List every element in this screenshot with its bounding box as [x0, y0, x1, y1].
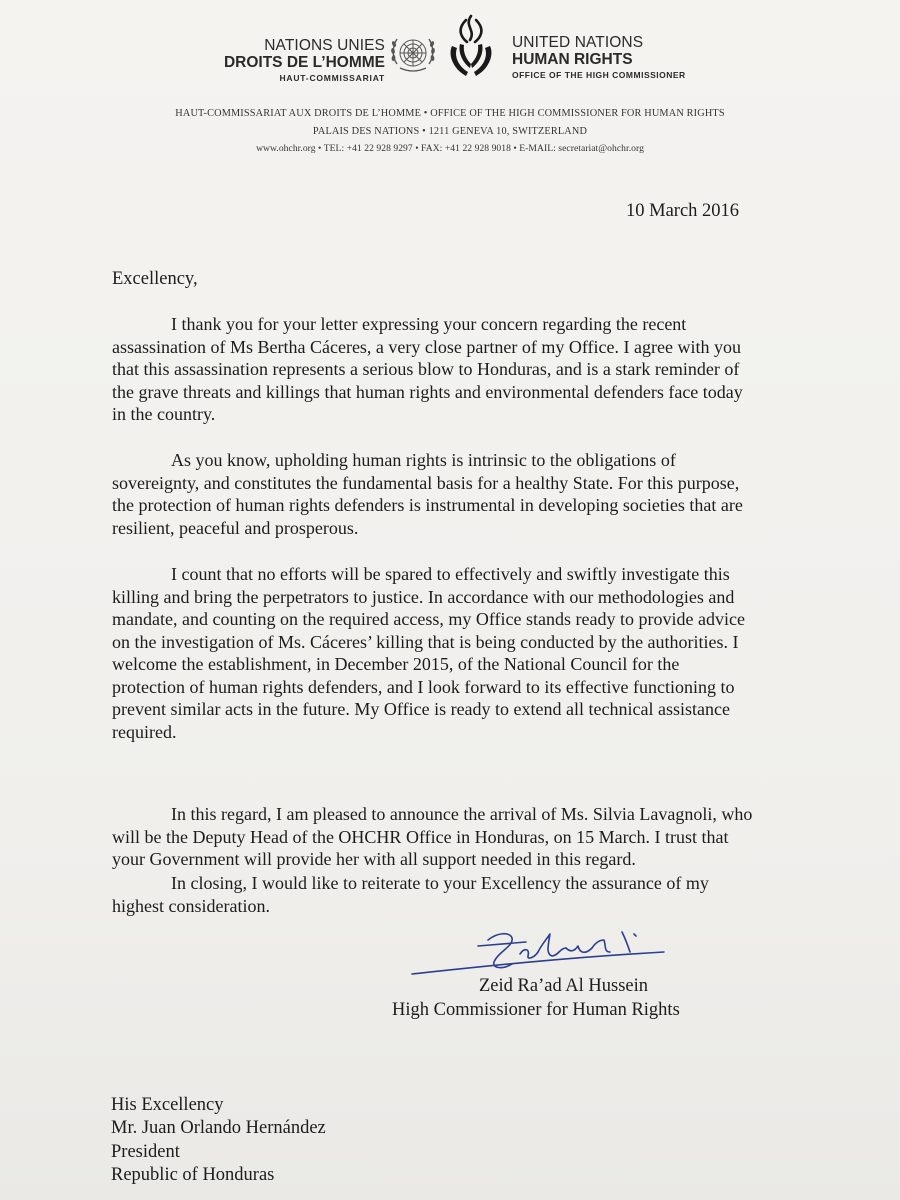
letterhead-french: [224, 38, 385, 83]
paragraph-line: In closing, I would like to reiterate to your Excellency the assurance of my: [171, 873, 709, 893]
letterhead-address-line1: HAUT-COMMISSARIAT AUX DROITS DE L’HOMME • OFFICE OF THE HIGH COMMISSIONER FOR HUMAN RIGHTS: [175, 108, 725, 119]
paragraph-line: I thank you for your letter expressing your concern regarding the recent: [171, 314, 687, 334]
paragraph-line: protection of human rights defenders, and I look forward to its effective functioning to: [112, 676, 735, 697]
letter-salutation: Excellency,: [112, 269, 198, 289]
un-emblem-icon: [388, 30, 438, 78]
letter-date: 10 March 2016: [626, 201, 740, 221]
paragraph-line: in the country.: [112, 404, 216, 424]
paragraph-line: the grave threats and killings that human rights and environmental defenders face today: [112, 381, 743, 402]
paragraph-line: highest consideration.: [112, 895, 270, 916]
recipient-line: Republic of Honduras: [111, 1164, 275, 1185]
letterhead-english: [512, 35, 686, 80]
signer-name: Zeid Ra’ad Al Hussein: [479, 976, 649, 996]
recipient-line: President: [111, 1141, 180, 1162]
paragraph-line: on the investigation of Ms. Cáceres’ killing that is being conducted by the authorities. I: [112, 631, 739, 652]
paragraph-4: [112, 803, 792, 871]
handwritten-signature: [408, 918, 670, 982]
paragraph-line: As you know, upholding human rights is intrinsic to the obligations of: [171, 450, 676, 470]
human-rights-logo-icon: [440, 12, 502, 84]
paragraph-line: your Government will provide her with all support needed in this regard.: [112, 849, 636, 869]
letterhead-fr-line1: NATIONS UNIES: [264, 37, 385, 54]
paragraph-line: In this regard, I am pleased to announce the arrival of Ms. Silvia Lavagnoli, who: [171, 804, 753, 824]
paragraph-5: [112, 872, 792, 917]
paragraph-line: resilient, peaceful and prosperous.: [112, 517, 359, 538]
letterhead-fr-line3: HAUT-COMMISSARIAT: [279, 73, 385, 83]
paragraph-3: [112, 563, 792, 743]
letterhead-en-line2: HUMAN RIGHTS: [512, 50, 633, 68]
recipient-line: Mr. Juan Orlando Hernández: [111, 1118, 326, 1139]
letterhead-fr-line2: DROITS DE L’HOMME: [223, 53, 385, 71]
paragraph-line: prevent similar acts in the future. My Office is ready to extend all technical assistance: [112, 699, 730, 719]
paragraph-line: sovereignty, and constitutes the fundamental basis for a healthy State. For this purpose,: [112, 472, 740, 493]
paragraph-2: [112, 449, 792, 539]
paragraph-line: the protection of human rights defenders is instrumental in developing societies that are: [112, 495, 743, 515]
recipient-line: His Excellency: [111, 1095, 224, 1115]
paragraph-line: welcome the establishment, in December 2015, of the National Council for the: [112, 654, 680, 674]
paragraph-line: I count that no efforts will be spared to effectively and swiftly investigate this: [171, 564, 730, 584]
paragraph-line: assassination of Ms Bertha Cáceres, a very close partner of my Office. I agree with you: [112, 336, 741, 357]
paragraph-line: killing and bring the perpetrators to justice. In accordance with our methodologies and: [112, 586, 735, 607]
recipient-block: [111, 1094, 326, 1187]
letterhead-contact-line: www.ohchr.org • TEL: +41 22 928 9297 • FAX: +41 22 928 9018 • E-MAIL: secretariat@ohchr.org: [256, 143, 644, 154]
signer-title: High Commissioner for Human Rights: [392, 1000, 680, 1020]
letterhead-en-line3: OFFICE OF THE HIGH COMMISSIONER: [512, 70, 686, 80]
paragraph-1: [112, 313, 792, 426]
paragraph-line: will be the Deputy Head of the OHCHR Office in Honduras, on 15 March. I trust that: [112, 826, 729, 847]
paragraph-line: that this assassination represents a serious blow to Honduras, and is a stark reminder of: [112, 359, 740, 379]
paragraph-line: mandate, and counting on the required access, my Office stands ready to provide advice: [112, 609, 745, 629]
letterhead-address-line2: PALAIS DES NATIONS • 1211 GENEVA 10, SWITZERLAND: [312, 126, 588, 137]
letterhead-en-line1: UNITED NATIONS: [512, 34, 644, 51]
paragraph-line: required.: [112, 721, 177, 742]
